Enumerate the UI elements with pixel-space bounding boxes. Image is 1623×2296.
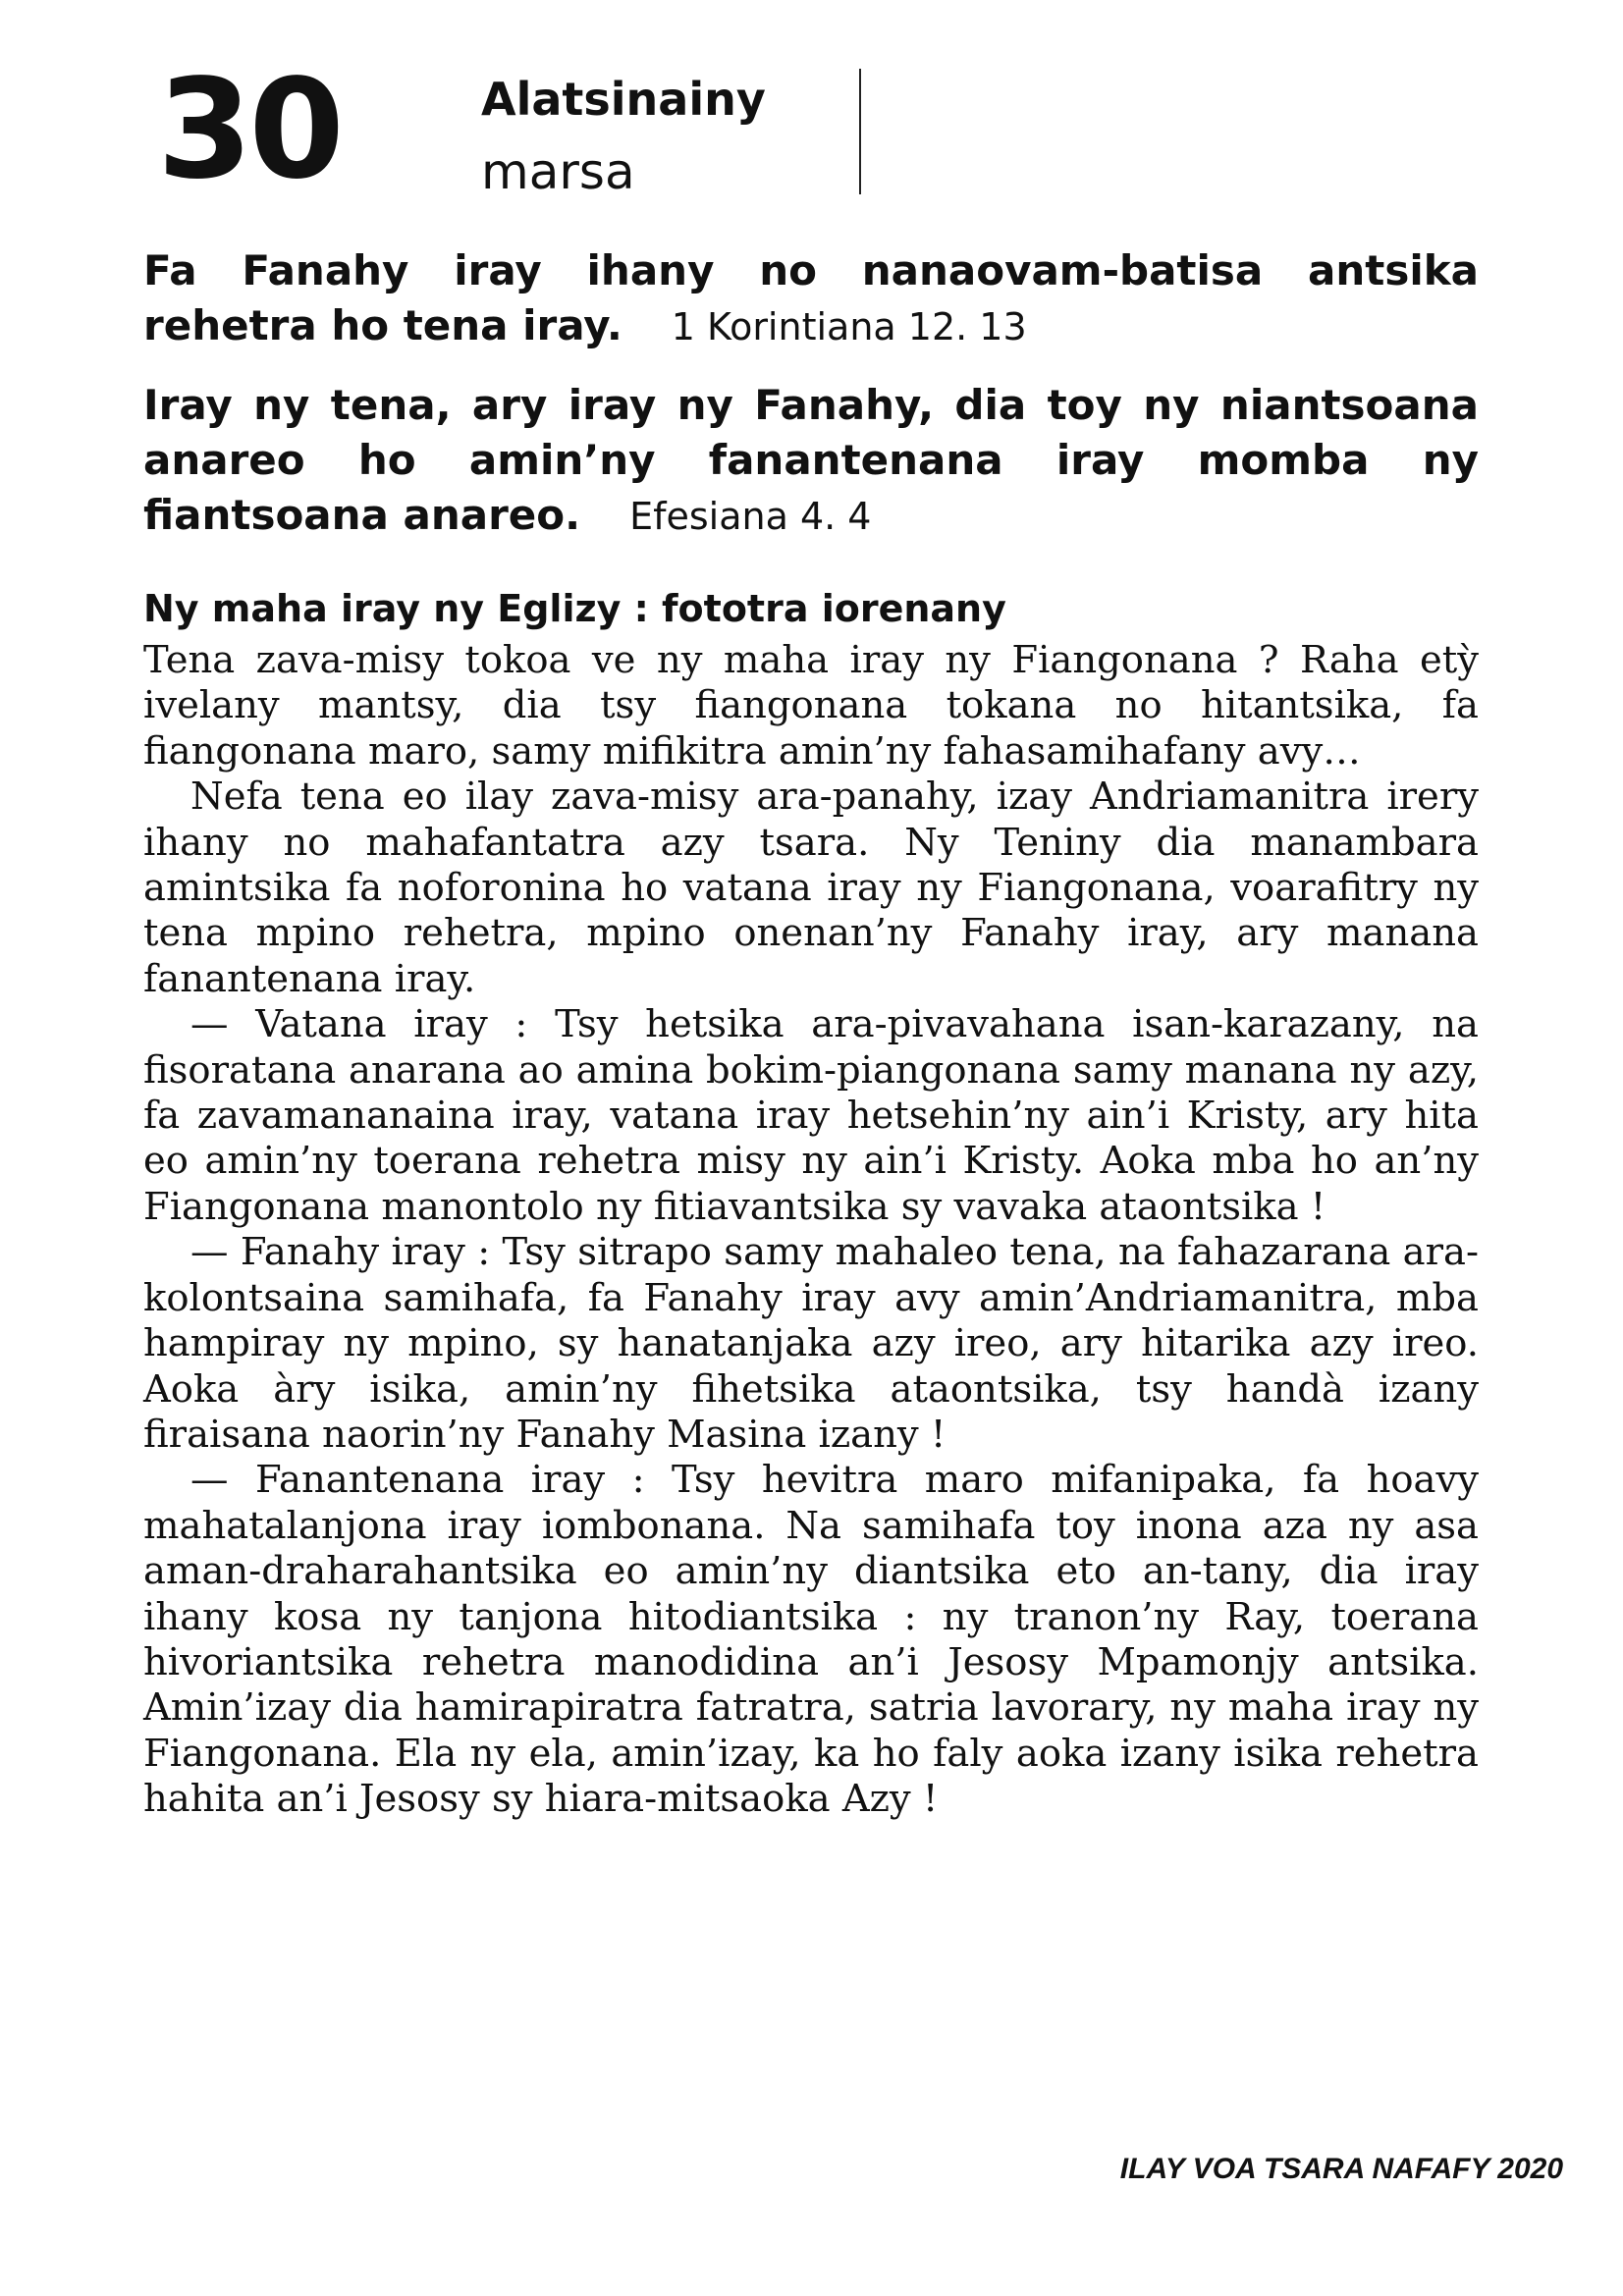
paragraph: — Fanantenana iray : Tsy hevitra maro mifanipaka, fa hoavy mahatalanjona iray iombonana. Na samihafa toy inona aza ny asa aman-draharahantsika eo amin’ny diantsika eto an-tany, dia iray ihany kosa ny tanjona hitodiantsika : ny tranon’ny Ray, toerana hivoriantsika rehetra manodidina an’i Jesosy Mpamonjy antsika. Amin’izay dia hamirapiratra fatratra, satria lavorary, ny maha iray ny Fiangonana. Ela ny ela, amin’izay, ka ho faly aoka izany isika rehetra hahita an’i Jesosy sy hiara-mitsaoka Azy ! — [143, 1458, 1479, 1822]
paragraph: — Vatana iray : Tsy hetsika ara-pivavahana isan-karazany, na fisoratana anarana ao amina bokim-piangonana samy manana ny azy, fa zavamananaina iray, vatana iray hetsehin’ny ain’i Kristy, ary hita eo amin’ny toerana rehetra misy ny ain’i Kristy. Aoka mba ho an’ny Fiangonana manontolo ny fitiavantsika sy vavaka ataontsika ! — [143, 1002, 1479, 1229]
month: marsa — [481, 143, 635, 200]
date-header — [157, 50, 884, 210]
paragraph: — Fanahy iray : Tsy sitrapo samy mahaleo tena, na fahazarana ara-kolontsaina samihafa, fa Fanahy iray avy amin’Andriamanitra, mba hampiray ny mpino, sy hanatanjaka azy ireo, ary hitarika azy ireo. Aoka àry isika, amin’ny fihetsika ataontsika, tsy handà izany firaisana naorin’ny Fanahy Masina izany ! — [143, 1230, 1479, 1457]
footer-publication-title: ILAY VOA TSARA NAFAFY 2020 — [1119, 2153, 1563, 2185]
verse-2 — [143, 378, 1479, 544]
day-number: 30 — [157, 50, 341, 210]
section-title: Ny maha iray ny Eglizy : fototra iorenany — [143, 587, 1006, 630]
verse-1-text: Fa Fanahy iray ihany no nanaovam-batisa antsika rehetra ho tena iray. — [143, 246, 1479, 349]
weekday: Alatsinainy — [481, 73, 766, 126]
devotional-body — [143, 638, 1479, 1823]
paragraph: Tena zava-misy tokoa ve ny maha iray ny Fiangonana ? Raha etỳ ivelany mantsy, dia tsy fiangonana tokana no hitantsika, fa fiangonana maro, samy mifikitra amin’ny fahasamihafany avy… — [143, 638, 1479, 774]
paragraph: Nefa tena eo ilay zava-misy ara-panahy, izay Andriamanitra irery ihany no mahafantatra azy tsara. Ny Teniny dia manambara amintsika fa noforonina ho vatana iray ny Fiangonana, voarafitry ny tena mpino rehetra, mpino onenan’ny Fanahy iray, ary manana fanantenana iray. — [143, 774, 1479, 1001]
verse-2-text: Iray ny tena, ary iray ny Fanahy, dia toy ny niantsoana anareo ho amin’ny fanantenana iray momba ny fiantsoana anareo. — [143, 381, 1479, 539]
verse-1-reference: 1 Korintiana 12. 13 — [671, 305, 1027, 348]
verse-1 — [143, 243, 1479, 354]
header-divider — [859, 69, 861, 194]
verse-2-reference: Efesiana 4. 4 — [629, 495, 872, 538]
